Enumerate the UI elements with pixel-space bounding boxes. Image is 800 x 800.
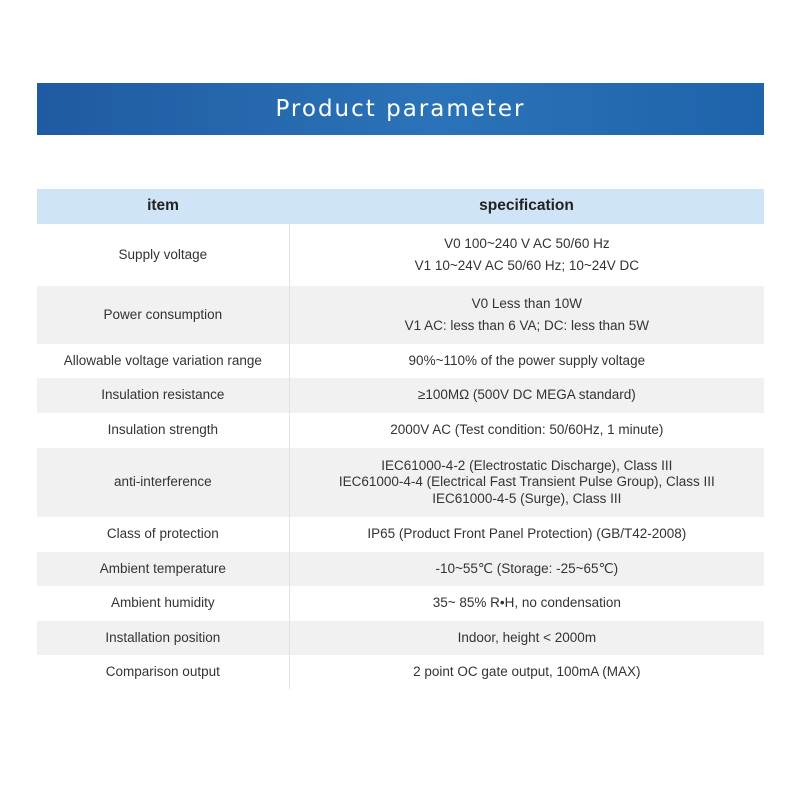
spec-line: IP65 (Product Front Panel Protection) (GB/T42-2008): [367, 526, 687, 542]
row-item: Ambient temperature: [99, 560, 226, 576]
row-item: Ambient humidity: [111, 595, 215, 611]
row-specification: [289, 517, 764, 552]
row-item: Installation position: [105, 629, 221, 645]
spec-line: V1 10~24V AC 50/60 Hz; 10~24V DC: [414, 258, 640, 273]
spec-line: V1 AC: less than 6 VA; DC: less than 5W: [404, 318, 649, 333]
spec-line: Indoor, height < 2000m: [457, 629, 597, 645]
table-row: [37, 224, 764, 286]
spec-line: IEC61000-4-4 (Electrical Fast Transient Pulse Group), Class III: [338, 474, 715, 490]
row-specification: [289, 413, 764, 448]
spec-line: 90%~110% of the power supply voltage: [408, 352, 646, 368]
row-specification: [289, 552, 764, 586]
table-header: [37, 189, 764, 224]
banner-title: Product parameter: [275, 96, 526, 122]
row-item: Supply voltage: [118, 246, 208, 262]
table-row: [37, 344, 764, 378]
spec-line: V0 100~240 V AC 50/60 Hz: [444, 235, 610, 251]
spec-line: -10~55℃ (Storage: -25~65℃): [435, 560, 619, 576]
row-item: anti-interference: [114, 474, 212, 490]
row-specification: [289, 378, 764, 413]
row-item: Class of protection: [106, 526, 219, 542]
banner: [37, 83, 764, 135]
row-specification: [289, 286, 764, 344]
table-row: [37, 413, 764, 448]
spec-line: 2000V AC (Test condition: 50/60Hz, 1 minute): [390, 422, 664, 438]
row-item: Power consumption: [103, 306, 223, 322]
row-specification: [289, 448, 764, 517]
table-row: [37, 448, 764, 517]
spec-line: IEC61000-4-2 (Electrostatic Discharge), Class III: [381, 458, 673, 474]
table-row: [37, 586, 764, 621]
spec-line: ≥100MΩ (500V DC MEGA standard): [417, 387, 636, 403]
parameter-table: [37, 189, 764, 689]
row-specification: [289, 621, 764, 655]
row-specification: [289, 655, 764, 689]
row-item: Insulation resistance: [101, 387, 225, 403]
row-item: Allowable voltage variation range: [63, 352, 262, 368]
row-item: Comparison output: [105, 663, 220, 679]
table-row: [37, 517, 764, 552]
header-specification: specification: [479, 197, 574, 215]
spec-line: 2 point OC gate output, 100mA (MAX): [413, 663, 641, 679]
header-item: item: [147, 197, 179, 215]
table-row: [37, 552, 764, 586]
table-body: [37, 224, 764, 689]
spec-line: IEC61000-4-5 (Surge), Class III: [432, 490, 622, 506]
table-row: [37, 378, 764, 413]
table-row: [37, 286, 764, 344]
row-specification: [289, 586, 764, 621]
table-row: [37, 655, 764, 689]
table-row: [37, 621, 764, 655]
spec-line: 35~ 85% R•H, no condensation: [432, 595, 621, 611]
row-item: Insulation strength: [107, 422, 218, 438]
row-specification: [289, 344, 764, 378]
spec-line: V0 Less than 10W: [471, 295, 582, 311]
row-specification: [289, 224, 764, 286]
